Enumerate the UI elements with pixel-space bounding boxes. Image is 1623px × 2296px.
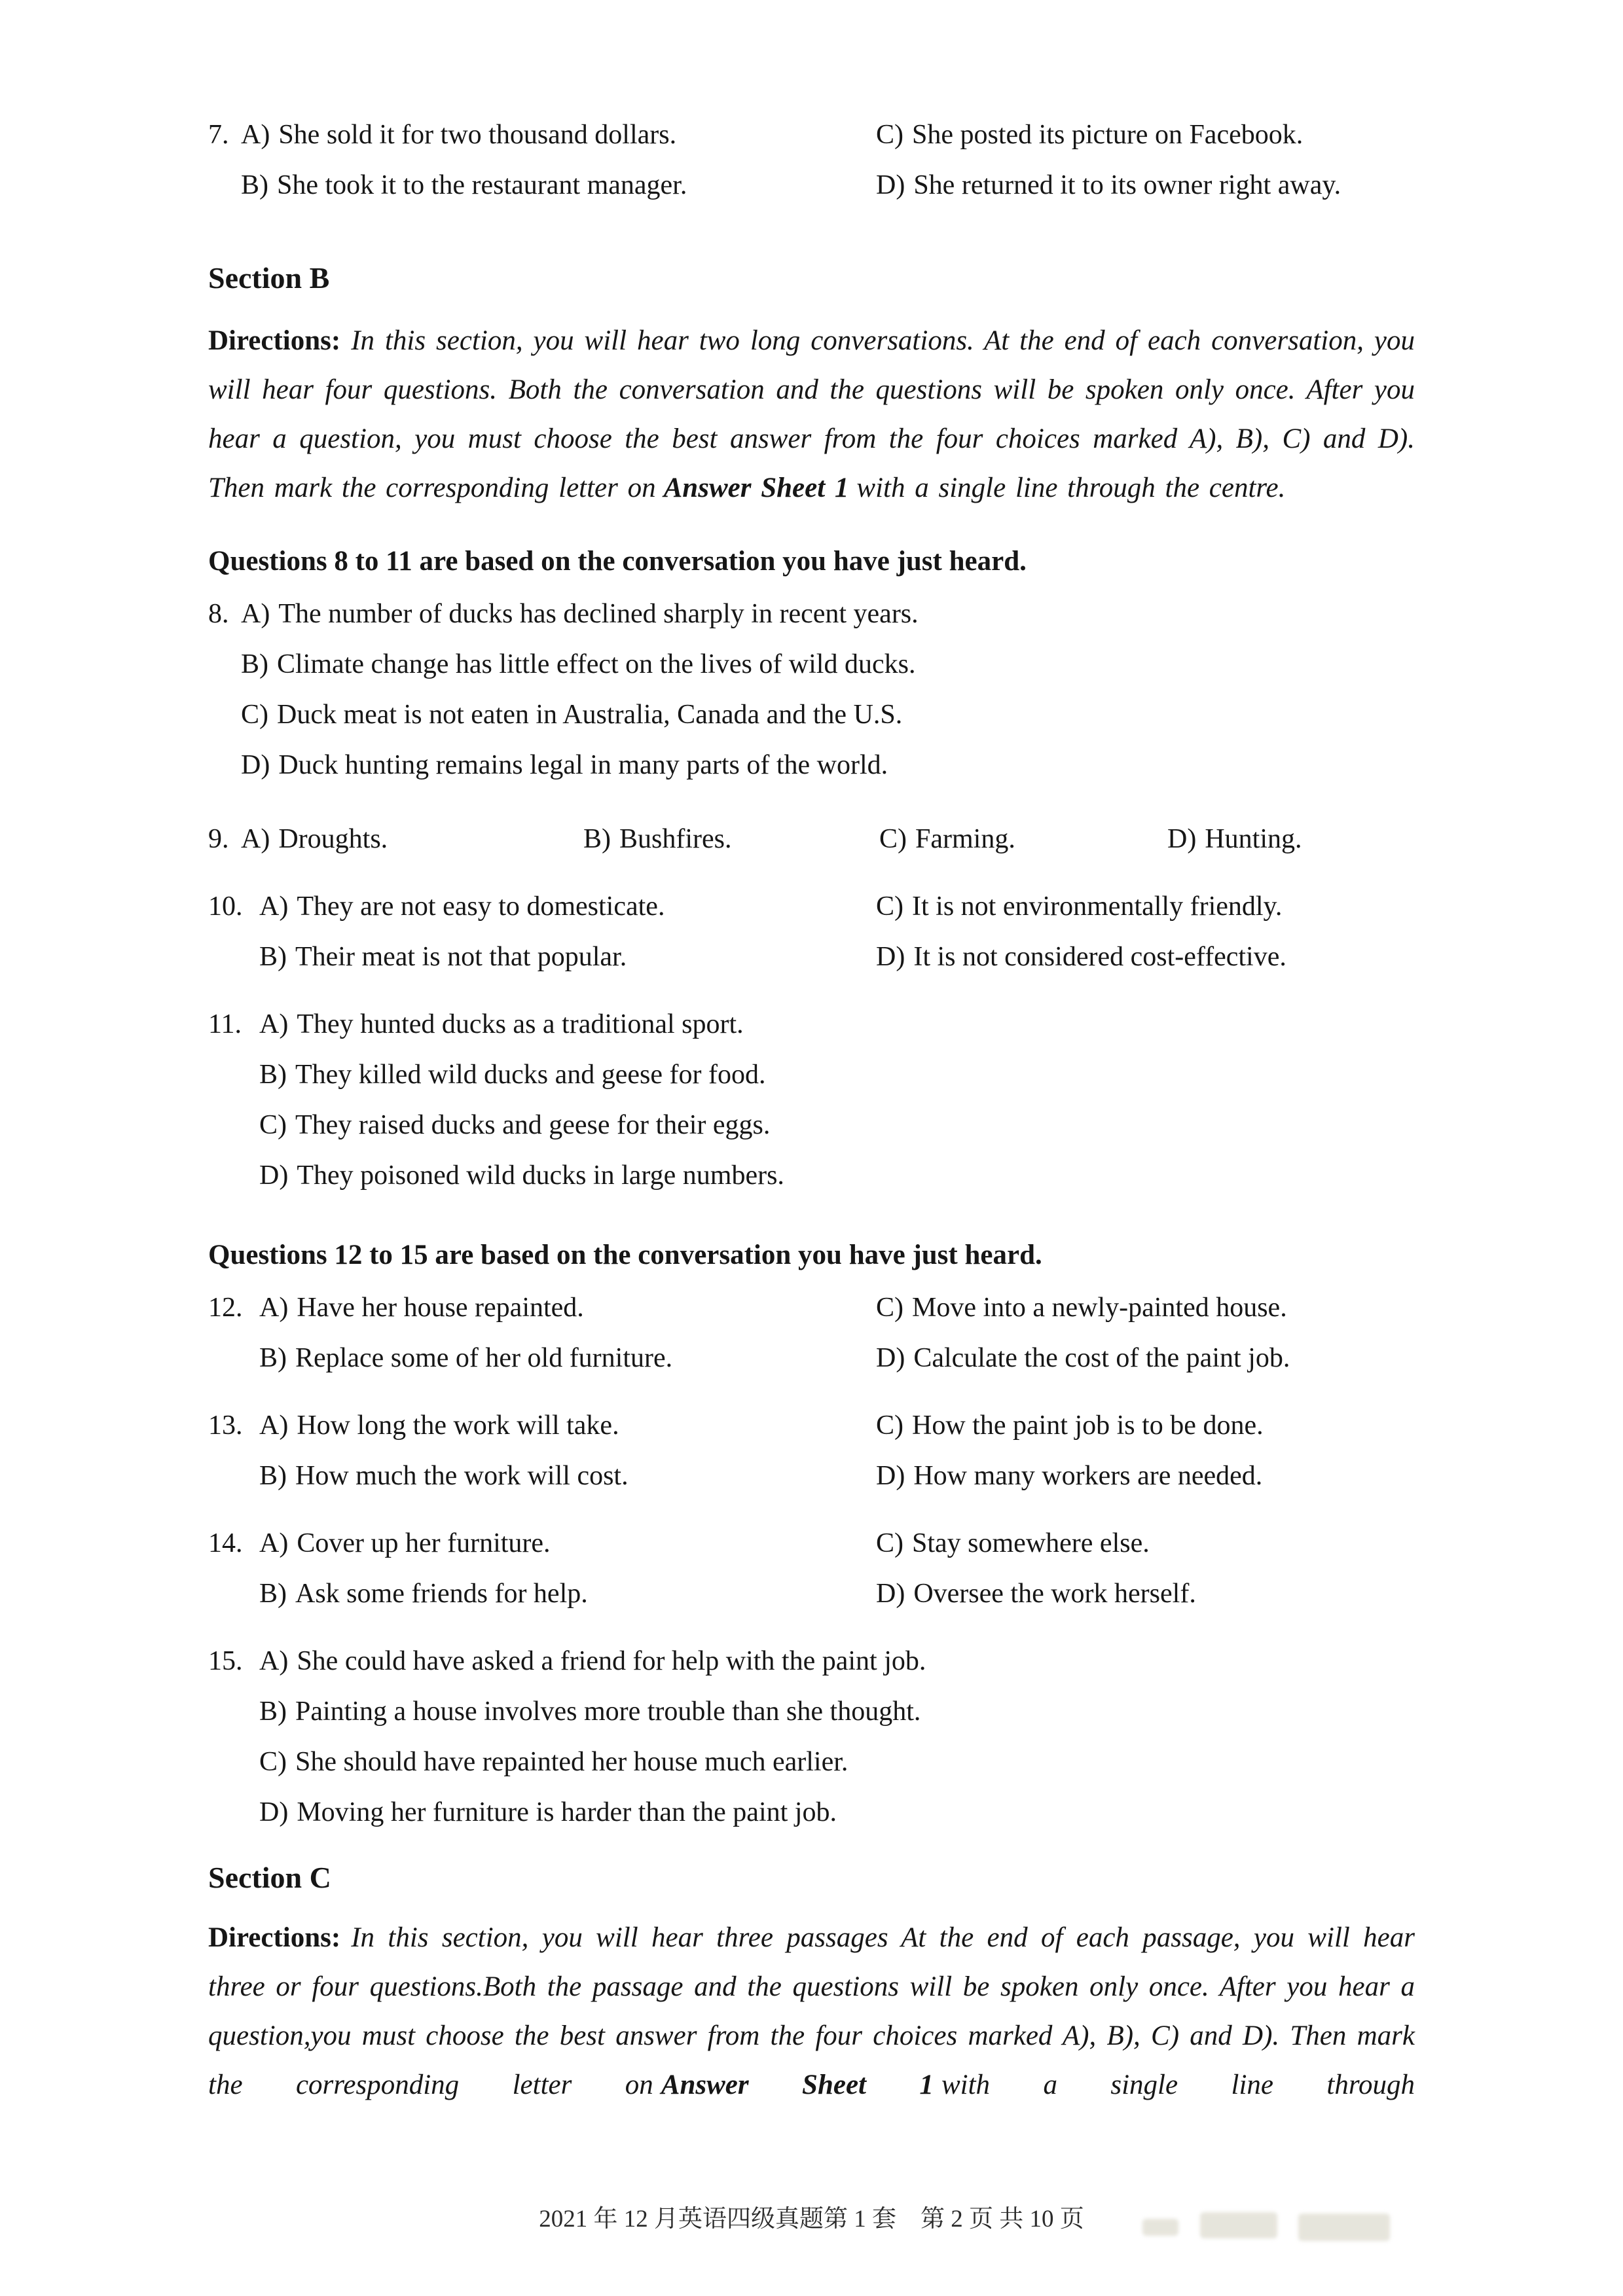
option-10c: [876, 882, 1415, 932]
section-c-directions: [208, 1913, 1415, 2109]
option-12c: [876, 1283, 1415, 1333]
option-label: D): [1167, 824, 1197, 854]
option-text: How much the work will cost.: [295, 1461, 629, 1491]
option-text: Cover up her furniture.: [297, 1528, 551, 1558]
question-number: 11.: [208, 1009, 242, 1039]
option-14a: [208, 1518, 876, 1569]
option-12a: [208, 1283, 876, 1333]
option-9a: [208, 814, 583, 865]
option-text: Have her house repainted.: [297, 1293, 584, 1323]
option-10b: [208, 932, 876, 982]
option-text: Calculate the cost of the paint job.: [913, 1343, 1290, 1373]
option-8c: [208, 690, 1415, 740]
option-text: How the paint job is to be done.: [912, 1410, 1264, 1441]
question-number: 12.: [208, 1293, 243, 1323]
option-label: A): [259, 1646, 289, 1676]
question-11: [208, 999, 1415, 1201]
option-label: A): [259, 1009, 289, 1039]
option-label: B): [259, 1461, 287, 1491]
option-text: It is not environmentally friendly.: [912, 891, 1283, 922]
option-label: A): [259, 1528, 289, 1558]
question-number: 9.: [208, 824, 229, 854]
option-text: Ask some friends for help.: [295, 1579, 588, 1609]
option-text: Painting a house involves more trouble than she thought.: [295, 1696, 921, 1727]
answer-sheet-ref: Answer Sheet 1: [663, 473, 849, 503]
page-content: [208, 110, 1415, 2109]
questions-8-11-heading: Questions 8 to 11 are based on the conversation you have just heard.: [208, 546, 1027, 577]
question-number: 7.: [208, 120, 229, 150]
question-9: [208, 814, 1415, 865]
option-text: Hunting.: [1205, 824, 1302, 854]
option-text: Bushfires.: [619, 824, 732, 854]
option-7a: [208, 110, 876, 160]
option-text: How many workers are needed.: [913, 1461, 1263, 1491]
option-text: Duck meat is not eaten in Australia, Canada and the U.S.: [277, 700, 903, 730]
option-text: Duck hunting remains legal in many parts of the world.: [278, 750, 888, 780]
question-12: [208, 1283, 1415, 1384]
option-text: Stay somewhere else.: [912, 1528, 1150, 1558]
option-label: A): [259, 1410, 289, 1441]
option-9c: [879, 814, 1167, 865]
questions-12-15-heading: Questions 12 to 15 are based on the conversation you have just heard.: [208, 1240, 1042, 1270]
option-8d: [208, 740, 1415, 791]
directions-text: with a single line through: [941, 2070, 1415, 2100]
option-text: They raised ducks and geese for their eggs.: [295, 1110, 771, 1140]
question-10-row-2: [208, 932, 1415, 982]
option-10d: [876, 932, 1415, 982]
watermark-smudge: [1142, 2207, 1404, 2249]
option-label: B): [259, 942, 287, 972]
option-text: She should have repainted her house much earlier.: [295, 1747, 848, 1777]
option-text: Their meat is not that popular.: [295, 942, 627, 972]
option-label: D): [241, 750, 270, 780]
option-text: Farming.: [915, 824, 1015, 854]
answer-sheet-ref: Answer Sheet 1: [661, 2070, 934, 2100]
question-10: [208, 882, 1415, 982]
option-14b: [208, 1569, 876, 1619]
option-label: B): [583, 824, 611, 854]
option-text: Moving her furniture is harder than the paint job.: [297, 1797, 837, 1827]
option-label: B): [241, 170, 268, 200]
option-9d: [1167, 814, 1415, 865]
option-label: B): [259, 1343, 287, 1373]
option-label: A): [241, 824, 270, 854]
section-b-directions: [208, 316, 1415, 512]
option-text: She posted its picture on Facebook.: [912, 120, 1304, 150]
option-text: They hunted ducks as a traditional sport.: [297, 1009, 744, 1039]
option-15a: [208, 1636, 1415, 1687]
option-label: D): [259, 1160, 289, 1191]
option-label: A): [259, 891, 289, 922]
question-number: 14.: [208, 1528, 243, 1558]
question-14-row-2: [208, 1569, 1415, 1619]
option-8a: [208, 589, 1415, 639]
option-text: She sold it for two thousand dollars.: [278, 120, 677, 150]
directions-text: In this section, you will hear three passages At the end of each passage, you will hear three or four questions.Both the passage and the questions will be spoken only once. After you hear a question,you must choose the best answer from the four choices marked A), B), C) and D). Then mark the corresponding letter on: [208, 1922, 1415, 2100]
option-label: B): [259, 1060, 287, 1090]
question-13-row-1: [208, 1401, 1415, 1451]
question-10-row-1: [208, 882, 1415, 932]
option-label: C): [876, 120, 903, 150]
option-12d: [876, 1333, 1415, 1384]
option-8b: [208, 639, 1415, 690]
option-text: Move into a newly-painted house.: [912, 1293, 1287, 1323]
option-11d: [208, 1151, 1415, 1201]
option-15d: [208, 1787, 1415, 1838]
option-label: C): [241, 700, 268, 730]
option-14c: [876, 1518, 1415, 1569]
option-label: D): [259, 1797, 289, 1827]
option-11a: [208, 999, 1415, 1050]
option-label: C): [876, 1293, 903, 1323]
option-text: Oversee the work herself.: [913, 1579, 1196, 1609]
option-12b: [208, 1333, 876, 1384]
option-13b: [208, 1451, 876, 1501]
section-b-heading: Section B: [208, 261, 330, 295]
option-label: C): [876, 891, 903, 922]
option-text: It is not considered cost-effective.: [913, 942, 1286, 972]
question-13-row-2: [208, 1451, 1415, 1501]
option-text: She took it to the restaurant manager.: [277, 170, 687, 200]
question-number: 10.: [208, 891, 243, 922]
option-label: C): [876, 1410, 903, 1441]
option-13a: [208, 1401, 876, 1451]
option-10a: [208, 882, 876, 932]
option-13d: [876, 1451, 1415, 1501]
option-label: C): [876, 1528, 903, 1558]
option-14d: [876, 1569, 1415, 1619]
option-label: D): [876, 1461, 905, 1491]
option-text: They are not easy to domesticate.: [297, 891, 665, 922]
option-text: They killed wild ducks and geese for food.: [295, 1060, 766, 1090]
question-12-row-1: [208, 1283, 1415, 1333]
question-14: [208, 1518, 1415, 1619]
option-label: B): [241, 649, 268, 679]
option-15b: [208, 1687, 1415, 1737]
question-13: [208, 1401, 1415, 1501]
option-7b: [208, 160, 876, 211]
option-text: They poisoned wild ducks in large numbers.: [297, 1160, 784, 1191]
option-15c: [208, 1737, 1415, 1787]
question-number: 13.: [208, 1410, 243, 1441]
option-7d: [876, 160, 1415, 211]
option-text: She could have asked a friend for help with the paint job.: [297, 1646, 926, 1676]
option-label: B): [259, 1579, 287, 1609]
page-footer: 2021 年 12 月英语四级真题第 1 套 第 2 页 共 10 页: [539, 2206, 1084, 2233]
option-label: C): [259, 1110, 287, 1140]
option-text: Replace some of her old furniture.: [295, 1343, 673, 1373]
option-text: Climate change has little effect on the lives of wild ducks.: [277, 649, 916, 679]
directions-text: with a single line through the centre.: [856, 473, 1286, 503]
directions-text: In this section, you will hear two long conversations. At the end of each conversation, you will hear four questions. Both the conversation and the questions will be spoken only once. After you hear a question, you must choose the best answer from the four choices marked A), B), C) and D). Then mark the corresponding letter on: [208, 325, 1415, 503]
option-label: D): [876, 1579, 905, 1609]
option-text: Droughts.: [278, 824, 388, 854]
question-number: 8.: [208, 599, 229, 629]
option-label: D): [876, 170, 905, 200]
question-14-row-1: [208, 1518, 1415, 1569]
question-12-row-2: [208, 1333, 1415, 1384]
question-number: 15.: [208, 1646, 243, 1676]
option-11b: [208, 1050, 1415, 1100]
option-label: A): [241, 120, 270, 150]
section-c-heading: Section C: [208, 1861, 331, 1894]
option-label: D): [876, 942, 905, 972]
option-label: A): [259, 1293, 289, 1323]
question-7-row-2: [208, 160, 1415, 211]
option-label: C): [879, 824, 907, 854]
option-13c: [876, 1401, 1415, 1451]
option-9b: [583, 814, 879, 865]
question-8: [208, 589, 1415, 791]
option-label: C): [259, 1747, 287, 1777]
option-7c: [876, 110, 1415, 160]
option-label: D): [876, 1343, 905, 1373]
question-7-row-1: [208, 110, 1415, 160]
directions-label: Directions:: [208, 325, 341, 356]
option-text: How long the work will take.: [297, 1410, 619, 1441]
option-text: The number of ducks has declined sharply in recent years.: [278, 599, 919, 629]
option-label: A): [241, 599, 270, 629]
question-7: [208, 110, 1415, 211]
option-label: B): [259, 1696, 287, 1727]
option-11c: [208, 1100, 1415, 1151]
option-text: She returned it to its owner right away.: [913, 170, 1341, 200]
directions-label: Directions:: [208, 1922, 341, 1953]
question-15: [208, 1636, 1415, 1838]
